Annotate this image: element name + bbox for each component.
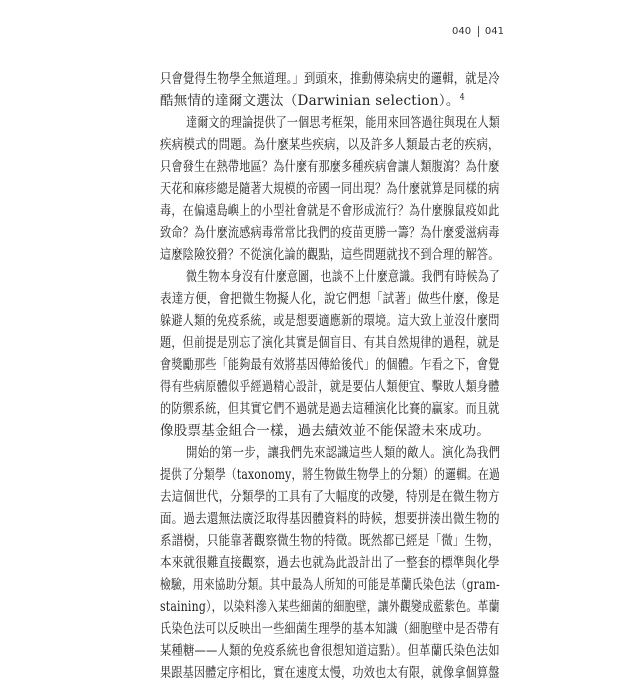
text-line-content: 天花和麻疹總是隨著大規模的帝國一同出現？為什麼就算是同樣的病 bbox=[160, 181, 500, 197]
text-line bbox=[160, 244, 500, 266]
text-line bbox=[160, 508, 500, 530]
text-line-content: 系譜樹，只能靠著觀察微生物的特徵。既然都已經是「微」生物， bbox=[160, 533, 500, 549]
text-line bbox=[160, 222, 500, 244]
text-line bbox=[160, 618, 500, 640]
text-line-content: 微生物本身沒有什麼意圖，也談不上什麼意識。我們有時候為了 bbox=[186, 269, 501, 285]
text-line bbox=[160, 200, 500, 222]
text-line-content: 去這個世代，分類學的工具有了大幅度的改變，特別是在微生物方 bbox=[160, 489, 500, 505]
text-line-content: 這麼陰險狡猾？不從演化論的觀點，這些問題就找不到合理的解答。 bbox=[160, 247, 500, 263]
text-line bbox=[160, 68, 500, 90]
text-line-content: 的防禦系統，但其實它們不過就是過去這種演化比賽的贏家。而且就 bbox=[160, 401, 500, 417]
text-line bbox=[160, 662, 500, 684]
text-line-content: 某種糖——人類的免疫系統也會很想知道這點）。但革蘭氏染色法如 bbox=[160, 643, 500, 659]
text-line bbox=[160, 530, 500, 552]
text-line-content: 得有些病原體似乎經過精心設計，就是要佔人類便宜、擊敗人類身體 bbox=[160, 379, 500, 395]
text-line-content: 只會發生在熱帶地區？為什麼有那麼多種疾病會讓人類腹瀉？為什麼 bbox=[160, 159, 500, 175]
text-line bbox=[160, 156, 500, 178]
text-line-content: 會獎勵那些「能夠最有效將基因傳給後代」的個體。乍看之下，會覺 bbox=[160, 357, 500, 373]
text-line bbox=[186, 112, 500, 134]
text-line-content: 題，但前提是別忘了演化其實是個盲目、有其自然規律的過程，就是 bbox=[160, 335, 500, 351]
text-line-content: 達爾文的理論提供了一個思考框架，能用來回答過往與現在人類 bbox=[186, 115, 501, 131]
page-number-divider bbox=[478, 26, 479, 37]
text-line-content: 表達方便，會把微生物擬人化，說它們想「試著」做些什麼，像是 bbox=[160, 291, 500, 307]
text-line-content: 果跟基因體定序相比，實在速度太慢，功效也太有限，就像拿個算盤 bbox=[160, 665, 500, 681]
text-line bbox=[160, 310, 500, 332]
text-line bbox=[186, 266, 500, 288]
text-line bbox=[160, 574, 500, 596]
text-line bbox=[160, 596, 500, 618]
page-numbers bbox=[452, 26, 504, 37]
text-line bbox=[160, 90, 465, 112]
text-line bbox=[160, 354, 500, 376]
text-line-content: 躲避人類的免疫系統，或是想要適應新的環境。這大致上並沒什麼問 bbox=[160, 313, 500, 329]
text-line bbox=[160, 398, 500, 420]
text-line bbox=[160, 332, 500, 354]
text-line bbox=[160, 288, 500, 310]
text-line-content: 疾病模式的問題。為什麼某些疾病，以及許多人類最古老的疾病， bbox=[160, 137, 500, 153]
text-line bbox=[160, 376, 500, 398]
text-line-content: 像股票基金組合一樣，過去績效並不能保證未來成功。 bbox=[160, 423, 490, 439]
text-line-content: 氏染色法可以反映出一些細菌生理學的基本知識（細胞壁中是否帶有 bbox=[160, 621, 500, 637]
text-line-content: 面。過去還無法廣泛取得基因體資料的時候，想要拼湊出微生物的 bbox=[160, 511, 500, 527]
page-number-left: 040 bbox=[452, 26, 472, 37]
text-line-content: 毒，在偏遠島嶼上的小型社會就是不會形成流行？為什麼腺鼠疫如此 bbox=[160, 203, 500, 219]
text-line-content: 本來就很難直接觀察，過去也就為此設計出了一整套的標準與化學 bbox=[160, 555, 500, 571]
text-line-content: 酷無情的達爾文選汰（Darwinian selection）。 bbox=[160, 93, 460, 109]
text-line bbox=[160, 134, 500, 156]
text-line bbox=[160, 420, 490, 442]
text-line bbox=[160, 552, 500, 574]
text-line bbox=[160, 178, 500, 200]
text-line-content: 檢驗，用來協助分類。其中最為人所知的可能是革蘭氏染色法（gram- bbox=[160, 577, 500, 593]
text-line bbox=[160, 640, 500, 662]
text-line bbox=[186, 442, 500, 464]
text-line-content: 開始的第一步，讓我們先來認識這些人類的敵人。演化為我們 bbox=[186, 445, 501, 461]
text-line-content: staining），以染料滲入某些細菌的細胞壁，讓外觀變成藍紫色。革蘭 bbox=[160, 599, 500, 615]
text-line-content: 致命？為什麼流感病毒常常比我們的疫苗更勝一籌？為什麼愛滋病毒 bbox=[160, 225, 500, 241]
footnote-marker[interactable]: 4 bbox=[459, 92, 465, 102]
text-line bbox=[160, 464, 500, 486]
text-line-content: 只會覺得生物學全無道理。」到頭來，推動傳染病史的邏輯，就是冷 bbox=[160, 71, 500, 87]
text-line-content: 提供了分類學（taxonomy，將生物做生物學上的分類）的邏輯。在過 bbox=[160, 467, 500, 483]
text-line bbox=[160, 486, 500, 508]
page-number-right: 041 bbox=[484, 26, 504, 37]
